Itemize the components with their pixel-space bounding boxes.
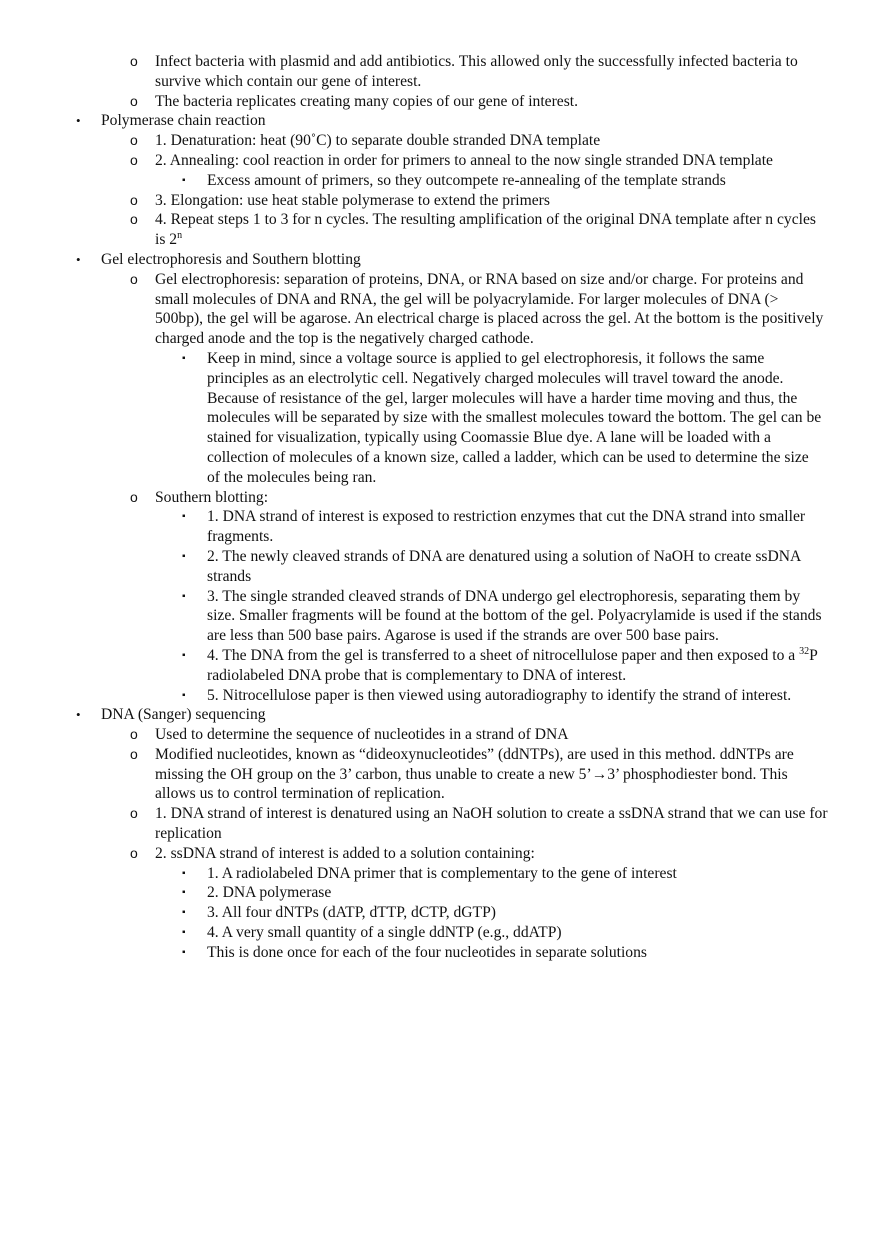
item-text: 1. A radiolabeled DNA primer that is complementary to the gene of interest — [207, 864, 677, 882]
list-item — [0, 864, 824, 884]
list-item — [0, 488, 830, 508]
square-marker: ▪ — [182, 550, 186, 562]
item-text: 3. All four dNTPs (dATP, dTTP, dCTP, dGTP) — [207, 904, 496, 922]
square-marker: ▪ — [182, 174, 186, 186]
square-marker: ▪ — [182, 927, 186, 939]
list-item — [0, 686, 824, 706]
list-item — [0, 923, 824, 943]
section-heading-gel — [0, 250, 830, 270]
list-item — [0, 92, 830, 112]
circle-marker: o — [130, 92, 138, 109]
item-text: Excess amount of primers, so they outcompete re-annealing of the template strands — [207, 171, 726, 189]
item-text: Southern blotting: — [155, 488, 269, 506]
list-item — [0, 507, 824, 547]
list-item — [0, 210, 830, 250]
circle-marker: o — [130, 745, 138, 762]
document-page — [0, 52, 880, 963]
item-text: 4. Repeat steps 1 to 3 for n cycles. The resulting amplification of the original DNA template after n cycles is 2 — [155, 211, 816, 249]
list-item — [0, 903, 824, 923]
list-item — [0, 804, 830, 844]
list-item — [0, 151, 830, 171]
square-marker: ▪ — [182, 352, 186, 364]
circle-marker: o — [130, 151, 138, 168]
list-item — [0, 349, 824, 488]
circle-marker: o — [130, 132, 138, 149]
list-item — [0, 131, 830, 151]
square-marker: ▪ — [182, 590, 186, 602]
list-item — [0, 171, 824, 191]
item-text: 1. Denaturation: heat (90˚C) to separate double stranded DNA template — [155, 132, 601, 150]
item-text: Gel electrophoresis: separation of proteins, DNA, or RNA based on size and/or charge. For proteins and small molecules of DNA and RNA, the gel will be polyacrylamide. For larger molecules of DNA (> 500bp), the gel will be agarose. An electrical charge is placed across the gel. At the bottom is the positively charged anode and the top is the negatively charged cathode. — [155, 270, 824, 348]
section-title: DNA (Sanger) sequencing — [101, 706, 266, 724]
list-item — [0, 52, 830, 92]
square-marker: ▪ — [182, 511, 186, 523]
square-marker: ▪ — [182, 887, 186, 899]
list-item — [0, 883, 824, 903]
circle-marker: o — [130, 726, 138, 743]
circle-marker: o — [130, 488, 138, 505]
item-text: Modified nucleotides, known as “dideoxynucleotides” (ddNTPs), are used in this method. ddNTPs are missing the OH group on the 3’ carbon, thus unable to create a new 5’→3’ phosphodiester bond. This allows us to control termination of replication. — [155, 745, 794, 803]
square-marker: ▪ — [182, 649, 186, 661]
square-marker: ▪ — [182, 867, 186, 879]
superscript: n — [177, 229, 183, 241]
circle-marker: o — [130, 191, 138, 208]
list-item — [0, 646, 824, 686]
circle-marker: o — [130, 270, 138, 287]
item-text: 4. A very small quantity of a single ddNTP (e.g., ddATP) — [207, 924, 562, 942]
square-marker: ▪ — [182, 907, 186, 919]
section-heading-pcr — [0, 111, 830, 131]
list-item — [0, 725, 830, 745]
list-item — [0, 745, 830, 804]
circle-marker: o — [130, 844, 138, 861]
list-item — [0, 191, 830, 211]
section-title: Gel electrophoresis and Southern blotting — [101, 250, 361, 268]
item-text: 2. ssDNA strand of interest is added to a solution containing: — [155, 844, 535, 862]
item-text: Keep in mind, since a voltage source is applied to gel electrophoresis, it follows the same principles as an electrolytic cell. Negatively charged molecules will travel toward the anode. Because of resistance of the gel, larger molecules will have a harder time moving and thus, the molecules will be separated by size with the smallest molecules toward the bottom. The gel can be stained for visualization, typically using Coomassie Blue dye. A lane will be loaded with a collection of molecules of a known size, called a ladder, which can be used to determine the size of the molecules being ran. — [207, 349, 822, 486]
item-text: 4. The DNA from the gel is transferred to a sheet of nitrocellulose paper and then exposed to a — [207, 646, 800, 664]
item-text: 2. The newly cleaved strands of DNA are denatured using a solution of NaOH to create ssDNA strands — [207, 547, 801, 585]
item-text: This is done once for each of the four nucleotides in separate solutions — [207, 943, 647, 961]
item-text: The bacteria replicates creating many copies of our gene of interest. — [155, 92, 579, 110]
list-item — [0, 587, 824, 646]
list-item — [0, 844, 830, 864]
item-text: 1. DNA strand of interest is exposed to restriction enzymes that cut the DNA strand into smaller fragments. — [207, 508, 806, 546]
item-text: Infect bacteria with plasmid and add antibiotics. This allowed only the successfully infected bacteria to survive which contain our gene of interest. — [155, 53, 798, 90]
item-text: 2. Annealing: cool reaction in order for primers to anneal to the now single stranded DNA template — [155, 151, 773, 169]
item-text: 2. DNA polymerase — [207, 884, 332, 902]
circle-marker: o — [130, 53, 138, 69]
item-text: 3. Elongation: use heat stable polymerase to extend the primers — [155, 191, 550, 209]
item-text: Used to determine the sequence of nucleotides in a strand of DNA — [155, 726, 569, 744]
bullet-marker: • — [76, 113, 81, 129]
item-text: 1. DNA strand of interest is denatured using an NaOH solution to create a ssDNA strand that we can use for replication — [155, 805, 828, 843]
item-text: 3. The single stranded cleaved strands of DNA undergo gel electrophoresis, separating them by size. Smaller fragments will be found at the bottom of the gel. Polyacrylamide is used if the stands are less than 500 base pairs. Agarose is used if the strands are over 500 base pairs. — [207, 587, 822, 645]
square-marker: ▪ — [182, 946, 186, 958]
list-item — [0, 270, 830, 349]
item-text: 5. Nitrocellulose paper is then viewed using autoradiography to identify the strand of interest. — [207, 686, 792, 704]
bullet-marker: • — [76, 707, 81, 723]
list-item — [0, 547, 824, 587]
circle-marker: o — [130, 211, 138, 228]
item-text: P radiolabeled DNA probe that is complementary to DNA of interest. — [207, 646, 818, 684]
section-heading-sanger — [0, 705, 830, 725]
square-marker: ▪ — [182, 689, 186, 701]
bullet-marker: • — [76, 251, 81, 267]
circle-marker: o — [130, 805, 138, 822]
section-title: Polymerase chain reaction — [101, 112, 266, 130]
superscript: 32 — [799, 645, 810, 657]
list-item — [0, 943, 824, 963]
